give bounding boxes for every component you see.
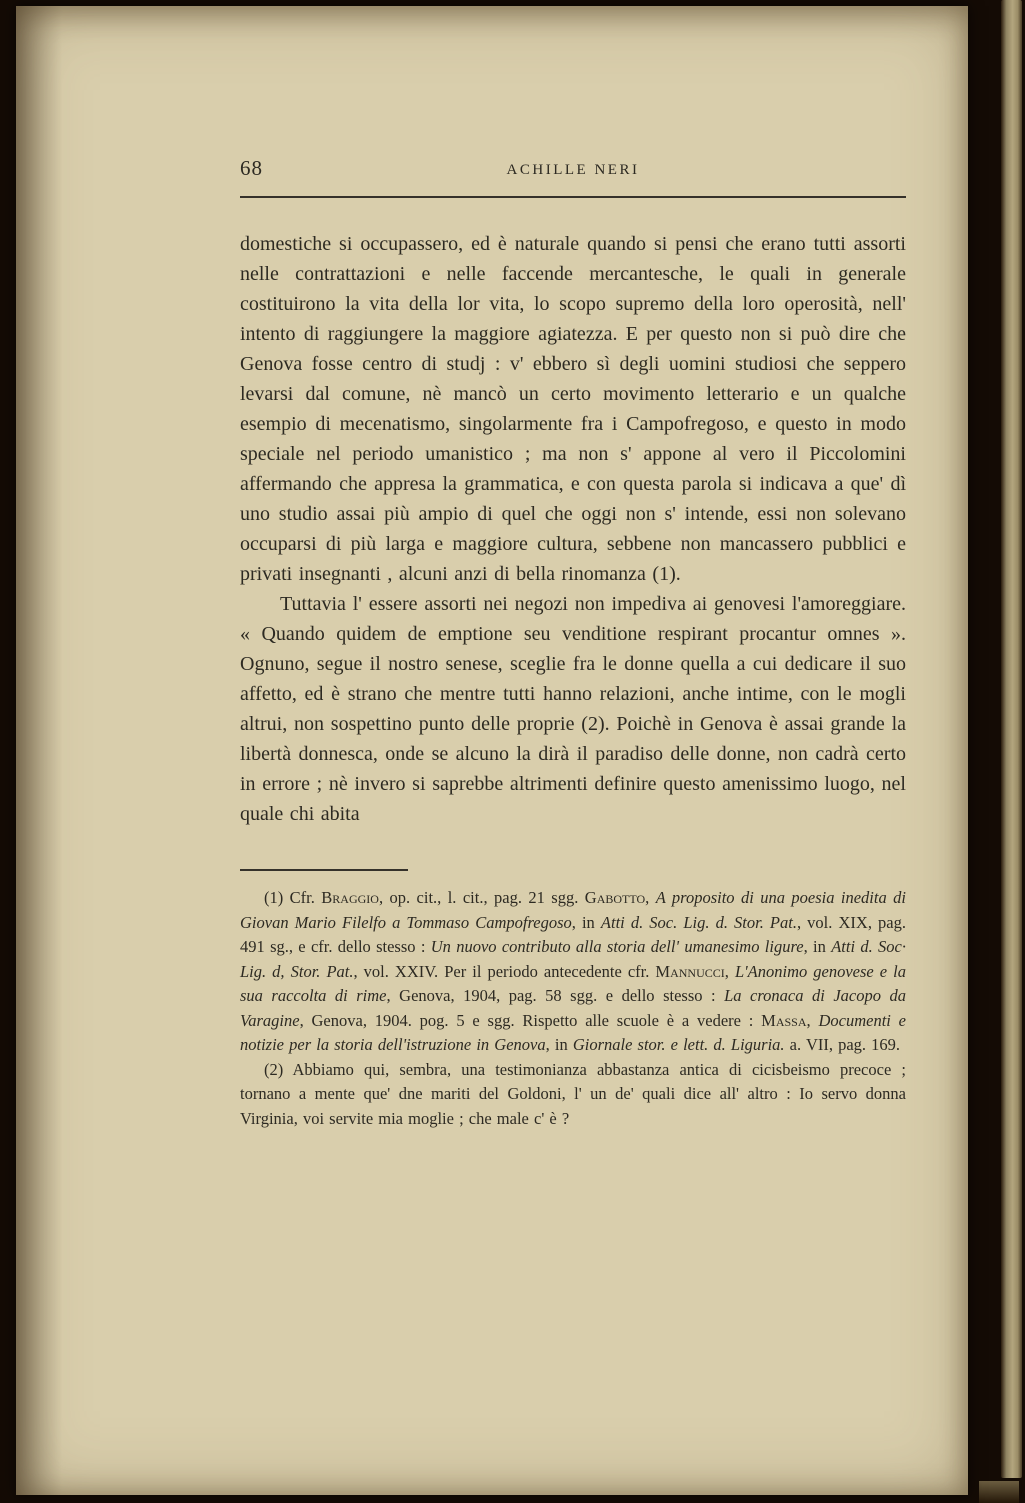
running-header: ACHILLE NERI — [506, 162, 640, 178]
body-paragraph: Tuttavia l' essere assorti nei negozi non impediva ai genovesi l'amoreggiare. « Quando quidem de emptione seu venditione respirant procantur omnes ». Ognuno, segue il nostro senese, sceglie fra le donne quella a cui dedicare il suo affetto, ed è strano che mentre tutti hanno relazioni, anche intime, con le mogli altrui, non sospettino punto delle proprie (2). Poichè in Genova è assai grande la libertà donnesca, onde se alcuno la dirà il paradiso delle donne, non cadrà certo in errore ; nè invero si saprebbe altrimenti definire questo amenissimo luogo, nel quale chi abita — [240, 593, 906, 825]
footnote-1: (1) Cfr. Braggio, op. cit., l. cit., pag. 21 sgg. Gabotto, A proposito di una poesia inedita di Giovan Mario Filelfo a Tommaso Campofregoso, in Atti d. Soc. Lig. d. Stor. Pat., vol. XIX, pag. 491 sg., e cfr. dello stesso : Un nuovo contributo alla storia dell' umanesimo ligure, in Atti d. Soc· Lig. d, Stor. Pat., vol. XXIV. Per il periodo antecedente cfr. Mannucci, L'Anonimo genovese e la sua raccolta di rime, Genova, 1904, pag. 58 sgg. e dello stesso : La cronaca di Jacopo da Varagine, Genova, 1904. pog. 5 e sgg. Rispetto alle scuole è a vedere : Massa, Documenti e notizie per la storia dell'istruzione in Genova, in Giornale stor. e lett. d. Liguria. a. VII, pag. 169. — [240, 888, 907, 1054]
footnote-rule — [240, 869, 408, 871]
body-paragraph: domestiche si occupassero, ed è naturale quando si pensi che erano tutti assorti nelle contrattazioni e nelle faccende mercantesche, le quali in generale costituirono la vita della lor vita, lo scopo supremo della loro operosità, nell' intento di raggiungere la maggiore agiatezza. E per questo non si può dire che Genova fosse centro di studj : v' ebbero sì degli uomini studiosi che seppero levarsi dal comune, nè mancò un certo movimento letterario e un qualche esempio di mecenatismo, singolarmente fra i Campofregoso, e questo in modo speciale nel periodo umanistico ; ma non s' appone al vero il Piccolomini affermando che appresa la grammatica, e con questa parola si indicava a que' dì uno studio assai più ampio di quel che oggi non s' intende, essi non solevano occuparsi di più larga e maggiore cultura, sebbene non mancassero pubblici e privati insegnanti , alcuni anzi di bella rinomanza (1). — [240, 233, 906, 585]
footnote-2: (2) Abbiamo qui, sembra, una testimonianza abbastanza antica di cicisbeismo precoce ; tornano a mente que' dne mariti del Goldoni, l' un de' quali dice all' altro : Io servo donna Virginia, voi servite mia moglie ; che male c' è ? — [240, 1059, 906, 1128]
scanned-page — [16, 6, 968, 1495]
adjacent-page-edge — [1001, 0, 1022, 1478]
page-number: 68 — [240, 156, 263, 180]
header-rule — [240, 196, 906, 198]
page-stack-edge — [979, 1481, 1019, 1503]
page-content — [240, 156, 906, 1131]
page-header — [240, 156, 906, 190]
